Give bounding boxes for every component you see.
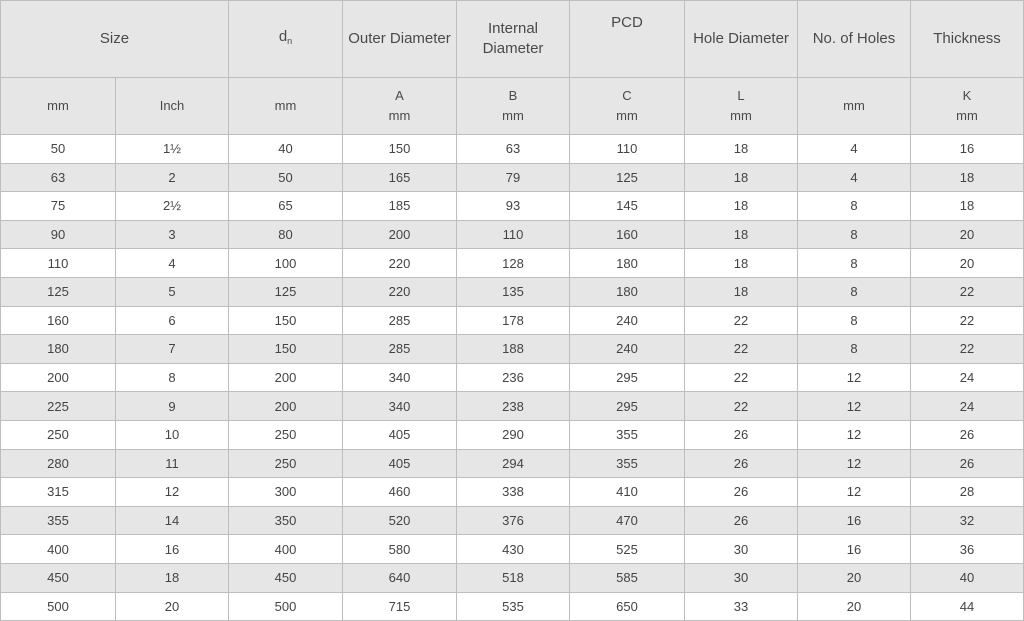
- cell-thickness: 18: [911, 163, 1024, 192]
- subheader-outer: [343, 78, 457, 135]
- table-row: [1, 249, 1024, 278]
- cell-no-of-holes: 20: [798, 563, 911, 592]
- cell-pcd: 650: [570, 592, 685, 621]
- cell-size-inch: 16: [116, 535, 229, 564]
- cell-size-mm: 63: [1, 163, 116, 192]
- cell-no-of-holes: 8: [798, 277, 911, 306]
- cell-hole-diameter: 18: [685, 249, 798, 278]
- cell-pcd: 355: [570, 420, 685, 449]
- cell-thickness: 26: [911, 420, 1024, 449]
- cell-internal-diameter: 93: [457, 192, 570, 221]
- cell-pcd: 525: [570, 535, 685, 564]
- cell-no-of-holes: 12: [798, 363, 911, 392]
- cell-size-inch: 5: [116, 277, 229, 306]
- cell-size-inch: 2½: [116, 192, 229, 221]
- header-internal-diameter: [457, 1, 570, 78]
- cell-thickness: 44: [911, 592, 1024, 621]
- table-row: [1, 306, 1024, 335]
- header-internal-diameter-line1: Internal: [487, 20, 539, 37]
- cell-outer-diameter: 580: [343, 535, 457, 564]
- subheader-pcd: [570, 78, 685, 135]
- subheader-hole-unit: mm: [730, 108, 752, 123]
- cell-dn: 250: [229, 420, 343, 449]
- cell-hole-diameter: 22: [685, 392, 798, 421]
- cell-internal-diameter: 290: [457, 420, 570, 449]
- cell-thickness: 36: [911, 535, 1024, 564]
- table-body: [1, 135, 1024, 621]
- cell-thickness: 22: [911, 335, 1024, 364]
- cell-outer-diameter: 640: [343, 563, 457, 592]
- cell-hole-diameter: 22: [685, 363, 798, 392]
- cell-internal-diameter: 110: [457, 220, 570, 249]
- cell-dn: 200: [229, 363, 343, 392]
- cell-internal-diameter: 238: [457, 392, 570, 421]
- cell-no-of-holes: 12: [798, 392, 911, 421]
- cell-internal-diameter: 178: [457, 306, 570, 335]
- cell-size-inch: 12: [116, 478, 229, 507]
- header-hole-diameter: Hole Diameter: [685, 1, 798, 78]
- cell-size-mm: 500: [1, 592, 116, 621]
- subheader-pcd-letter: C: [622, 88, 632, 103]
- cell-outer-diameter: 520: [343, 506, 457, 535]
- cell-thickness: 20: [911, 220, 1024, 249]
- header-pcd: [570, 1, 685, 78]
- header-dn-subscript: n: [287, 36, 293, 46]
- cell-size-mm: 315: [1, 478, 116, 507]
- cell-size-inch: 3: [116, 220, 229, 249]
- cell-outer-diameter: 220: [343, 277, 457, 306]
- cell-thickness: 22: [911, 306, 1024, 335]
- cell-outer-diameter: 220: [343, 249, 457, 278]
- cell-size-inch: 6: [116, 306, 229, 335]
- header-dn: [229, 1, 343, 78]
- cell-size-mm: 110: [1, 249, 116, 278]
- cell-internal-diameter: 188: [457, 335, 570, 364]
- cell-thickness: 26: [911, 449, 1024, 478]
- table-row: [1, 220, 1024, 249]
- cell-pcd: 110: [570, 135, 685, 164]
- subheader-thickness-unit: mm: [956, 108, 978, 123]
- cell-size-inch: 1½: [116, 135, 229, 164]
- cell-internal-diameter: 535: [457, 592, 570, 621]
- cell-outer-diameter: 715: [343, 592, 457, 621]
- cell-internal-diameter: 430: [457, 535, 570, 564]
- subheader-hole-letter: L: [737, 88, 745, 103]
- cell-size-inch: 10: [116, 420, 229, 449]
- cell-dn: 250: [229, 449, 343, 478]
- cell-pcd: 240: [570, 306, 685, 335]
- cell-hole-diameter: 18: [685, 277, 798, 306]
- cell-size-inch: 14: [116, 506, 229, 535]
- cell-size-inch: 20: [116, 592, 229, 621]
- cell-size-inch: 7: [116, 335, 229, 364]
- table-row: [1, 163, 1024, 192]
- subheader-internal-unit: mm: [502, 108, 524, 123]
- cell-size-mm: 180: [1, 335, 116, 364]
- cell-size-mm: 400: [1, 535, 116, 564]
- cell-size-inch: 4: [116, 249, 229, 278]
- cell-no-of-holes: 20: [798, 592, 911, 621]
- cell-size-inch: 9: [116, 392, 229, 421]
- table-row: [1, 135, 1024, 164]
- header-row: [1, 1, 1024, 78]
- table-row: [1, 420, 1024, 449]
- cell-no-of-holes: 16: [798, 506, 911, 535]
- cell-pcd: 180: [570, 249, 685, 278]
- cell-dn: 65: [229, 192, 343, 221]
- cell-dn: 500: [229, 592, 343, 621]
- cell-outer-diameter: 405: [343, 449, 457, 478]
- table-row: [1, 449, 1024, 478]
- cell-outer-diameter: 340: [343, 392, 457, 421]
- cell-outer-diameter: 185: [343, 192, 457, 221]
- cell-pcd: 145: [570, 192, 685, 221]
- table-row: [1, 506, 1024, 535]
- cell-dn: 80: [229, 220, 343, 249]
- cell-thickness: 20: [911, 249, 1024, 278]
- cell-pcd: 470: [570, 506, 685, 535]
- cell-no-of-holes: 8: [798, 220, 911, 249]
- cell-internal-diameter: 79: [457, 163, 570, 192]
- cell-dn: 450: [229, 563, 343, 592]
- cell-thickness: 24: [911, 363, 1024, 392]
- cell-pcd: 295: [570, 392, 685, 421]
- cell-thickness: 18: [911, 192, 1024, 221]
- table-row: [1, 535, 1024, 564]
- cell-no-of-holes: 4: [798, 163, 911, 192]
- cell-dn: 40: [229, 135, 343, 164]
- cell-hole-diameter: 26: [685, 506, 798, 535]
- header-size: Size: [1, 1, 229, 78]
- table-row: [1, 592, 1024, 621]
- subheader-internal-letter: B: [508, 88, 518, 103]
- cell-internal-diameter: 128: [457, 249, 570, 278]
- cell-hole-diameter: 18: [685, 135, 798, 164]
- cell-internal-diameter: 294: [457, 449, 570, 478]
- cell-dn: 150: [229, 306, 343, 335]
- cell-internal-diameter: 135: [457, 277, 570, 306]
- subheader-dn-mm: mm: [229, 78, 343, 135]
- cell-pcd: 355: [570, 449, 685, 478]
- cell-dn: 300: [229, 478, 343, 507]
- header-pcd-label: PCD: [611, 14, 643, 31]
- cell-dn: 50: [229, 163, 343, 192]
- cell-size-mm: 225: [1, 392, 116, 421]
- cell-thickness: 28: [911, 478, 1024, 507]
- cell-hole-diameter: 22: [685, 335, 798, 364]
- cell-outer-diameter: 285: [343, 306, 457, 335]
- cell-size-mm: 160: [1, 306, 116, 335]
- cell-thickness: 32: [911, 506, 1024, 535]
- cell-internal-diameter: 236: [457, 363, 570, 392]
- cell-internal-diameter: 63: [457, 135, 570, 164]
- table-row: [1, 363, 1024, 392]
- cell-size-mm: 50: [1, 135, 116, 164]
- cell-internal-diameter: 338: [457, 478, 570, 507]
- cell-hole-diameter: 26: [685, 449, 798, 478]
- cell-size-mm: 355: [1, 506, 116, 535]
- cell-hole-diameter: 18: [685, 220, 798, 249]
- cell-no-of-holes: 16: [798, 535, 911, 564]
- cell-hole-diameter: 18: [685, 192, 798, 221]
- subheader-pcd-unit: mm: [616, 108, 638, 123]
- cell-size-mm: 250: [1, 420, 116, 449]
- subheader-thickness: [911, 78, 1024, 135]
- header-outer-diameter: Outer Diameter: [343, 1, 457, 78]
- header-internal-diameter-line2: Diameter: [482, 40, 544, 57]
- cell-hole-diameter: 33: [685, 592, 798, 621]
- subheader-outer-letter: A: [395, 88, 404, 103]
- cell-no-of-holes: 8: [798, 306, 911, 335]
- cell-thickness: 22: [911, 277, 1024, 306]
- subheader-size-mm: mm: [1, 78, 116, 135]
- cell-dn: 125: [229, 277, 343, 306]
- table-row: [1, 392, 1024, 421]
- cell-pcd: 240: [570, 335, 685, 364]
- table-row: [1, 478, 1024, 507]
- subheader-row: [1, 78, 1024, 135]
- subheader-holes-mm: mm: [798, 78, 911, 135]
- cell-hole-diameter: 26: [685, 478, 798, 507]
- cell-no-of-holes: 8: [798, 335, 911, 364]
- cell-outer-diameter: 460: [343, 478, 457, 507]
- cell-no-of-holes: 8: [798, 249, 911, 278]
- cell-internal-diameter: 518: [457, 563, 570, 592]
- cell-hole-diameter: 22: [685, 306, 798, 335]
- cell-pcd: 585: [570, 563, 685, 592]
- cell-pcd: 160: [570, 220, 685, 249]
- cell-outer-diameter: 285: [343, 335, 457, 364]
- cell-thickness: 24: [911, 392, 1024, 421]
- cell-no-of-holes: 4: [798, 135, 911, 164]
- cell-size-inch: 11: [116, 449, 229, 478]
- cell-no-of-holes: 12: [798, 449, 911, 478]
- header-no-of-holes: No. of Holes: [798, 1, 911, 78]
- cell-hole-diameter: 30: [685, 563, 798, 592]
- subheader-outer-unit: mm: [388, 108, 411, 123]
- cell-outer-diameter: 405: [343, 420, 457, 449]
- cell-dn: 200: [229, 392, 343, 421]
- cell-dn: 350: [229, 506, 343, 535]
- cell-thickness: 40: [911, 563, 1024, 592]
- cell-pcd: 410: [570, 478, 685, 507]
- cell-size-mm: 125: [1, 277, 116, 306]
- header-dn-main: d: [278, 28, 288, 45]
- cell-dn: 150: [229, 335, 343, 364]
- table-row: [1, 192, 1024, 221]
- cell-internal-diameter: 376: [457, 506, 570, 535]
- cell-no-of-holes: 12: [798, 478, 911, 507]
- cell-size-inch: 18: [116, 563, 229, 592]
- table-row: [1, 277, 1024, 306]
- cell-size-inch: 2: [116, 163, 229, 192]
- subheader-hole: [685, 78, 798, 135]
- cell-pcd: 180: [570, 277, 685, 306]
- subheader-thickness-letter: K: [962, 88, 972, 103]
- cell-no-of-holes: 12: [798, 420, 911, 449]
- cell-no-of-holes: 8: [798, 192, 911, 221]
- cell-hole-diameter: 26: [685, 420, 798, 449]
- cell-outer-diameter: 340: [343, 363, 457, 392]
- cell-outer-diameter: 150: [343, 135, 457, 164]
- cell-pcd: 295: [570, 363, 685, 392]
- table-row: [1, 563, 1024, 592]
- cell-size-mm: 90: [1, 220, 116, 249]
- cell-size-mm: 200: [1, 363, 116, 392]
- cell-outer-diameter: 165: [343, 163, 457, 192]
- subheader-size-inch: Inch: [116, 78, 229, 135]
- cell-dn: 400: [229, 535, 343, 564]
- cell-size-mm: 75: [1, 192, 116, 221]
- cell-size-mm: 450: [1, 563, 116, 592]
- cell-pcd: 125: [570, 163, 685, 192]
- header-thickness: Thickness: [911, 1, 1024, 78]
- cell-outer-diameter: 200: [343, 220, 457, 249]
- table-row: [1, 335, 1024, 364]
- cell-hole-diameter: 30: [685, 535, 798, 564]
- subheader-internal: [457, 78, 570, 135]
- cell-thickness: 16: [911, 135, 1024, 164]
- cell-dn: 100: [229, 249, 343, 278]
- cell-hole-diameter: 18: [685, 163, 798, 192]
- cell-size-inch: 8: [116, 363, 229, 392]
- cell-size-mm: 280: [1, 449, 116, 478]
